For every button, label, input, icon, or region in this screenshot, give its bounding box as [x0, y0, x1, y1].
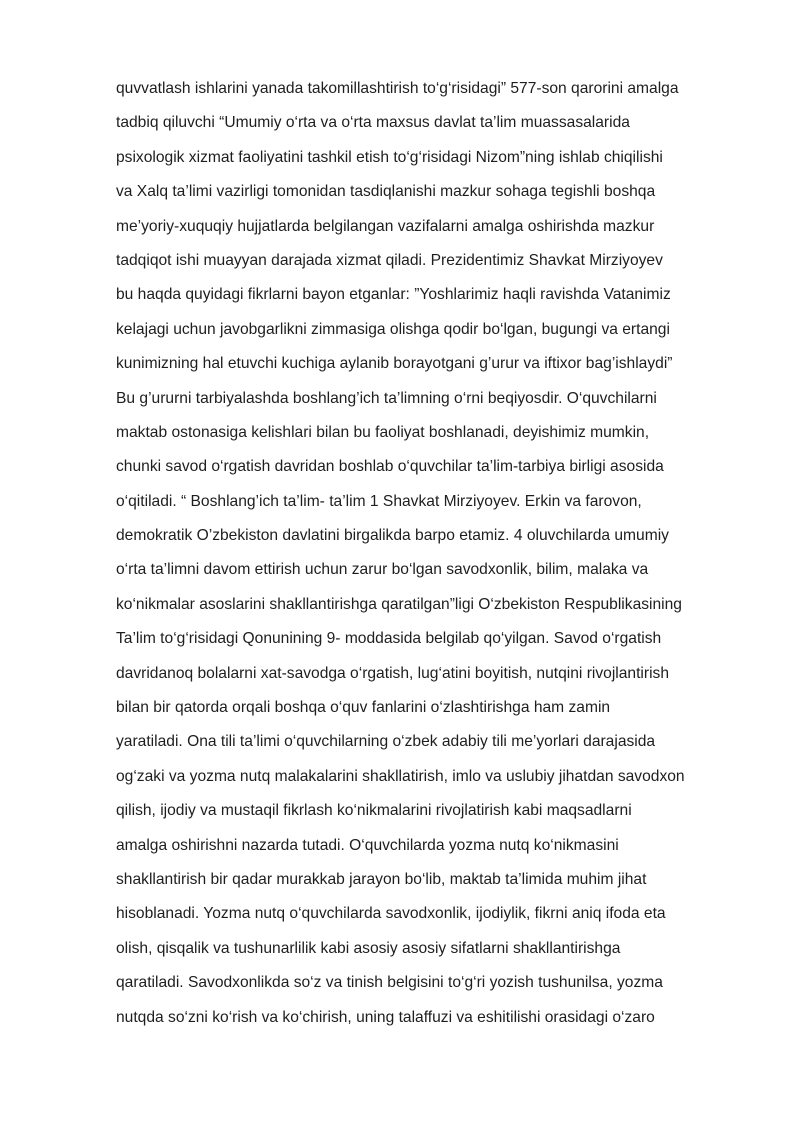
text-line: bilan bir qatorda orqali boshqa o‘quv fanlarini o‘zlashtirishga ham zamin — [116, 699, 611, 717]
text-line: kelajagi uchun javobgarlikni zimmasiga olishga qodir bo‘lgan, bugungi va ertangi — [116, 320, 670, 338]
text-line: kunimizning hal etuvchi kuchiga aylanib borayotgani g’urur va iftixor bag’ishlaydi” — [116, 355, 673, 373]
text-line: qaratiladi. Savodxonlikda so‘z va tinish belgisini to‘g‘ri yozish tushunilsa, yozma — [116, 974, 663, 992]
text-line: qilish, ijodiy va mustaqil fikrlash ko‘nikmalarini rivojlatirish kabi maqsadlarni — [116, 802, 632, 820]
text-line: psixologik xizmat faoliyatini tashkil etish to‘g‘risidagi Nizom”ning ishlab chiqilishi — [116, 148, 663, 166]
text-line: shakllantirish bir qadar murakkab jarayon bo‘lib, maktab ta’limida muhim jihat — [116, 870, 647, 888]
text-line: Ta’lim to‘g‘risidagi Qonunining 9- moddasida belgilab qo‘yilgan. Savod o‘rgatish — [116, 630, 662, 648]
text-line: o‘rta ta’limni davom ettirish uchun zarur bo‘lgan savodxonlik, bilim, malaka va — [116, 561, 649, 579]
text-line: ko‘nikmalar asoslarini shakllantirishga qaratilgan”ligi O‘zbekiston Respublikasining — [116, 595, 682, 613]
text-line: quvvatlash ishlarini yanada takomillashtirish to‘g‘risidagi” 577-son qarorini amalga — [116, 80, 679, 97]
text-line: demokratik O’zbekiston davlatini birgalikda barpo etamiz. 4 oluvchilarda umumiy — [116, 527, 669, 545]
text-line: chunki savod o‘rgatish davridan boshlab o‘quvchilar ta’lim-tarbiya birligi asosida — [116, 458, 664, 476]
text-line: va Xalq ta’limi vazirligi tomonidan tasdiqlanishi mazkur sohaga tegishli boshqa — [116, 183, 656, 201]
text-line: nutqda so‘zni ko‘rish va ko‘chirish, uning talaffuzi va eshitilishi orasidagi o‘zaro — [116, 1008, 655, 1026]
text-line: maktab ostonasiga kelishlari bilan bu faoliyat boshlanadi, deyishimiz mumkin, — [116, 423, 650, 441]
text-line: tadbiq qiluvchi “Umumiy o‘rta va o‘rta maxsus davlat ta’lim muassasalarida — [116, 114, 630, 132]
text-line: og‘zaki va yozma nutq malakalarini shakllatirish, imlo va uslubiy jihatdan savodxon — [116, 767, 685, 785]
text-line: me’yoriy-xuquqiy hujjatlarda belgilangan vazifalarni amalga oshirishda mazkur — [116, 217, 655, 235]
body-text — [116, 76, 756, 1039]
text-line: Bu g’ururni tarbiyalashda boshlang’ich ta’limning o‘rni beqiyosdir. O‘quvchilarni — [116, 389, 657, 407]
text-line: davridanoq bolalarni xat-savodga o‘rgatish, lug‘atini boyitish, nutqini rivojlantirish — [116, 664, 670, 682]
text-line: olish, qisqalik va tushunarlilik kabi asosiy asosiy sifatlarni shakllantirishga — [116, 939, 621, 957]
text-line: tadqiqot ishi muayyan darajada xizmat qiladi. Prezidentimiz Shavkat Mirziyoyev — [116, 251, 663, 269]
text-line: amalga oshirishni nazarda tutadi. O‘quvchilarda yozma nutq ko‘nikmasini — [116, 836, 619, 854]
text-line: yaratiladi. Ona tili ta’limi o‘quvchilarning o‘zbek adabiy tili me’yorlari darajasida — [116, 733, 656, 751]
text-line: hisoblanadi. Yozma nutq o‘quvchilarda savodxonlik, ijodiylik, fikrni aniq ifoda eta — [116, 905, 666, 923]
text-line: o‘qitiladi. “ Boshlang’ich ta’lim- ta’lim 1 Shavkat Mirziyoyev. Erkin va farovon, — [116, 492, 642, 510]
text-line: bu haqda quyidagi fikrlarni bayon etganlar: ”Yoshlarimiz haqli ravishda Vatanimiz — [116, 286, 671, 304]
